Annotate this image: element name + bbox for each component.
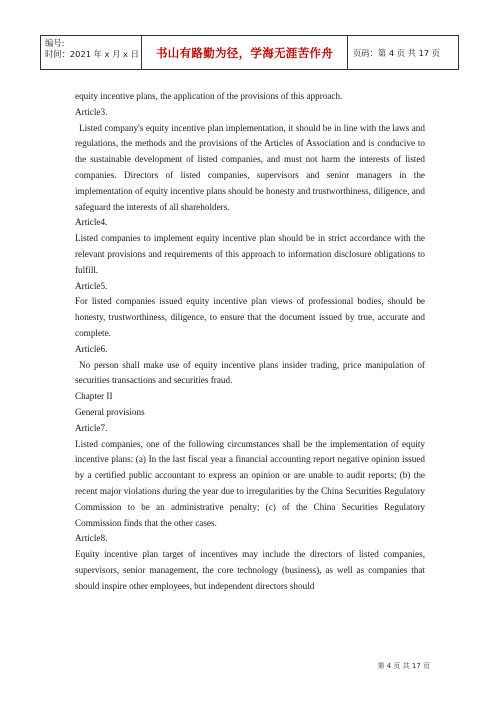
header-meta-cell bbox=[41, 36, 142, 69]
paragraph: Listed companies to implement equity incentive plan should be in strict accordance with the relevant provisions and requirements of this approach to information disclosure obligations to fulfill. bbox=[75, 233, 425, 275]
document-date-label: 时间：2021 年 x 月 x 日 bbox=[45, 49, 139, 59]
header-table bbox=[40, 35, 459, 70]
paragraph: Listed company's equity incentive plan implementation, it should be in line with the laws and regulations, the methods and the provisions of the Articles of Association and is conducive to the sustainable development of listed companies, and must not harm the interests of listed companies. Directors of listed companies, supervisors and senior managers in the implementation of equity incentive plans should be honesty and trustworthiness, diligence, and safeguard the interests of all shareholders. bbox=[75, 122, 425, 212]
paragraph: Listed companies, one of the following circumstances shall be the implementation of equity incentive plans: (a) In the last fiscal year a financial accounting report negative opinion issued by a certified public accountant to express an opinion or are unable to audit reports; (b) the recent major violations during the year due to irregularities by the China Securities Regulatory Commission to be an administrative penalty; (c) of the China Securities Regulatory Commission finds that the other cases. bbox=[75, 438, 425, 528]
article-heading: Article7. bbox=[75, 422, 108, 433]
article-heading: Article6. bbox=[75, 343, 108, 354]
article-heading: Article3. bbox=[75, 106, 108, 117]
article-heading: Article8. bbox=[75, 533, 108, 544]
document-body bbox=[75, 89, 425, 595]
article-heading: Article5. bbox=[75, 280, 108, 291]
paragraph: Equity incentive plan target of incentives may include the directors of listed companies, supervisors, senior management, the core technology (business), as well as companies that should inspire other employees, but independent directors should bbox=[75, 549, 425, 591]
document-number-label: 编号: bbox=[45, 38, 65, 48]
paragraph: No person shall make use of equity incentive plans insider trading, price manipulation of securities transactions and securities fraud. bbox=[75, 359, 425, 386]
paragraph: For listed companies issued equity incentive plan views of professional bodies, should be honesty, trustworthiness, diligence, to ensure that the document issued by true, accurate and complete. bbox=[75, 296, 425, 338]
header-page-info: 页码：第 4 页 共 17 页 bbox=[353, 47, 441, 58]
section-heading: General provisions bbox=[75, 406, 145, 417]
header-motto: 书山有路勤为径，学海无涯苦作舟 bbox=[142, 36, 348, 69]
chapter-heading: Chapter II bbox=[75, 391, 113, 402]
page-footer: 第 4 页 共 17 页 bbox=[377, 662, 430, 670]
paragraph: equity incentive plans, the application of the provisions of this approach. bbox=[75, 91, 343, 101]
article-heading: Article4. bbox=[75, 217, 108, 228]
